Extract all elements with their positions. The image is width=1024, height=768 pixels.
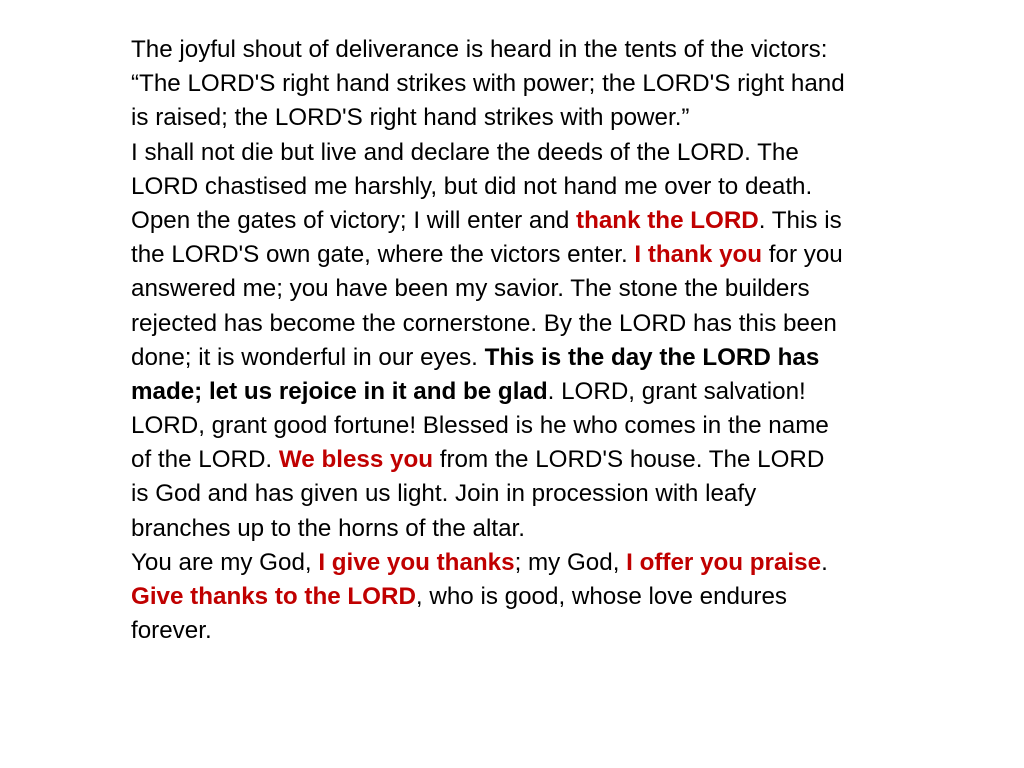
body-text: answered me; you have been my savior. The stone the builders (131, 275, 810, 303)
text-line (131, 443, 991, 477)
body-text: I shall not die but live and declare the deeds of the LORD. The (131, 138, 799, 166)
emphasis-red-text: I offer you praise (626, 548, 822, 576)
body-text: is God and has given us light. Join in procession with leafy (131, 480, 757, 508)
emphasis-red-text: We bless you (278, 446, 434, 474)
body-text: . (821, 548, 828, 576)
text-line (131, 101, 991, 135)
text-line (131, 272, 991, 306)
body-text: The joyful shout of deliverance is heard in the tents of the victors: (131, 36, 828, 63)
text-line (131, 238, 991, 272)
text-line (131, 580, 991, 614)
body-text: LORD, grant good fortune! Blessed is he who comes in the name (131, 412, 829, 440)
body-text: branches up to the horns of the altar. (131, 514, 525, 542)
text-line (131, 204, 991, 238)
emphasis-red-text: I give you thanks (318, 548, 515, 576)
body-text: ; my God, (514, 548, 627, 576)
text-line (131, 341, 991, 375)
emphasis-red-text: Give thanks to the LORD (131, 583, 416, 610)
emphasis-bold-text: made; let us rejoice in it and be glad (131, 377, 548, 405)
text-line (131, 170, 991, 204)
emphasis-bold-text: This is the day the LORD has (484, 343, 820, 371)
text-line (131, 546, 991, 580)
body-text: You are my God, (131, 548, 319, 576)
text-line (131, 614, 991, 648)
psalm-text-block (131, 33, 991, 648)
body-text: of the LORD. (131, 446, 279, 474)
emphasis-red-text: thank the LORD (576, 206, 759, 234)
body-text: rejected has become the cornerstone. By the LORD has this been (131, 309, 837, 337)
body-text: Open the gates of victory; I will enter and (131, 206, 577, 234)
body-text: is raised; the LORD'S right hand strikes with power.” (131, 104, 690, 132)
body-text: forever. (131, 617, 212, 645)
text-line (131, 307, 991, 341)
text-line (131, 512, 991, 546)
body-text: , who is good, whose love endures (415, 583, 788, 610)
text-line (131, 409, 991, 443)
text-line (131, 477, 991, 511)
body-text: for you (762, 241, 843, 269)
body-text: the LORD'S own gate, where the victors enter. (131, 241, 635, 269)
body-text: “The LORD'S right hand strikes with power; the LORD'S right hand (131, 70, 845, 98)
text-line (131, 67, 991, 101)
text-line (131, 33, 991, 67)
body-text: . LORD, grant salvation! (547, 377, 806, 405)
text-line (131, 375, 991, 409)
text-line (131, 136, 991, 170)
body-text: . This is (758, 206, 842, 234)
body-text: done; it is wonderful in our eyes. (131, 343, 485, 371)
body-text: LORD chastised me harshly, but did not hand me over to death. (131, 172, 813, 200)
body-text: from the LORD'S house. The LORD (433, 446, 825, 474)
emphasis-red-text: I thank you (634, 241, 763, 269)
